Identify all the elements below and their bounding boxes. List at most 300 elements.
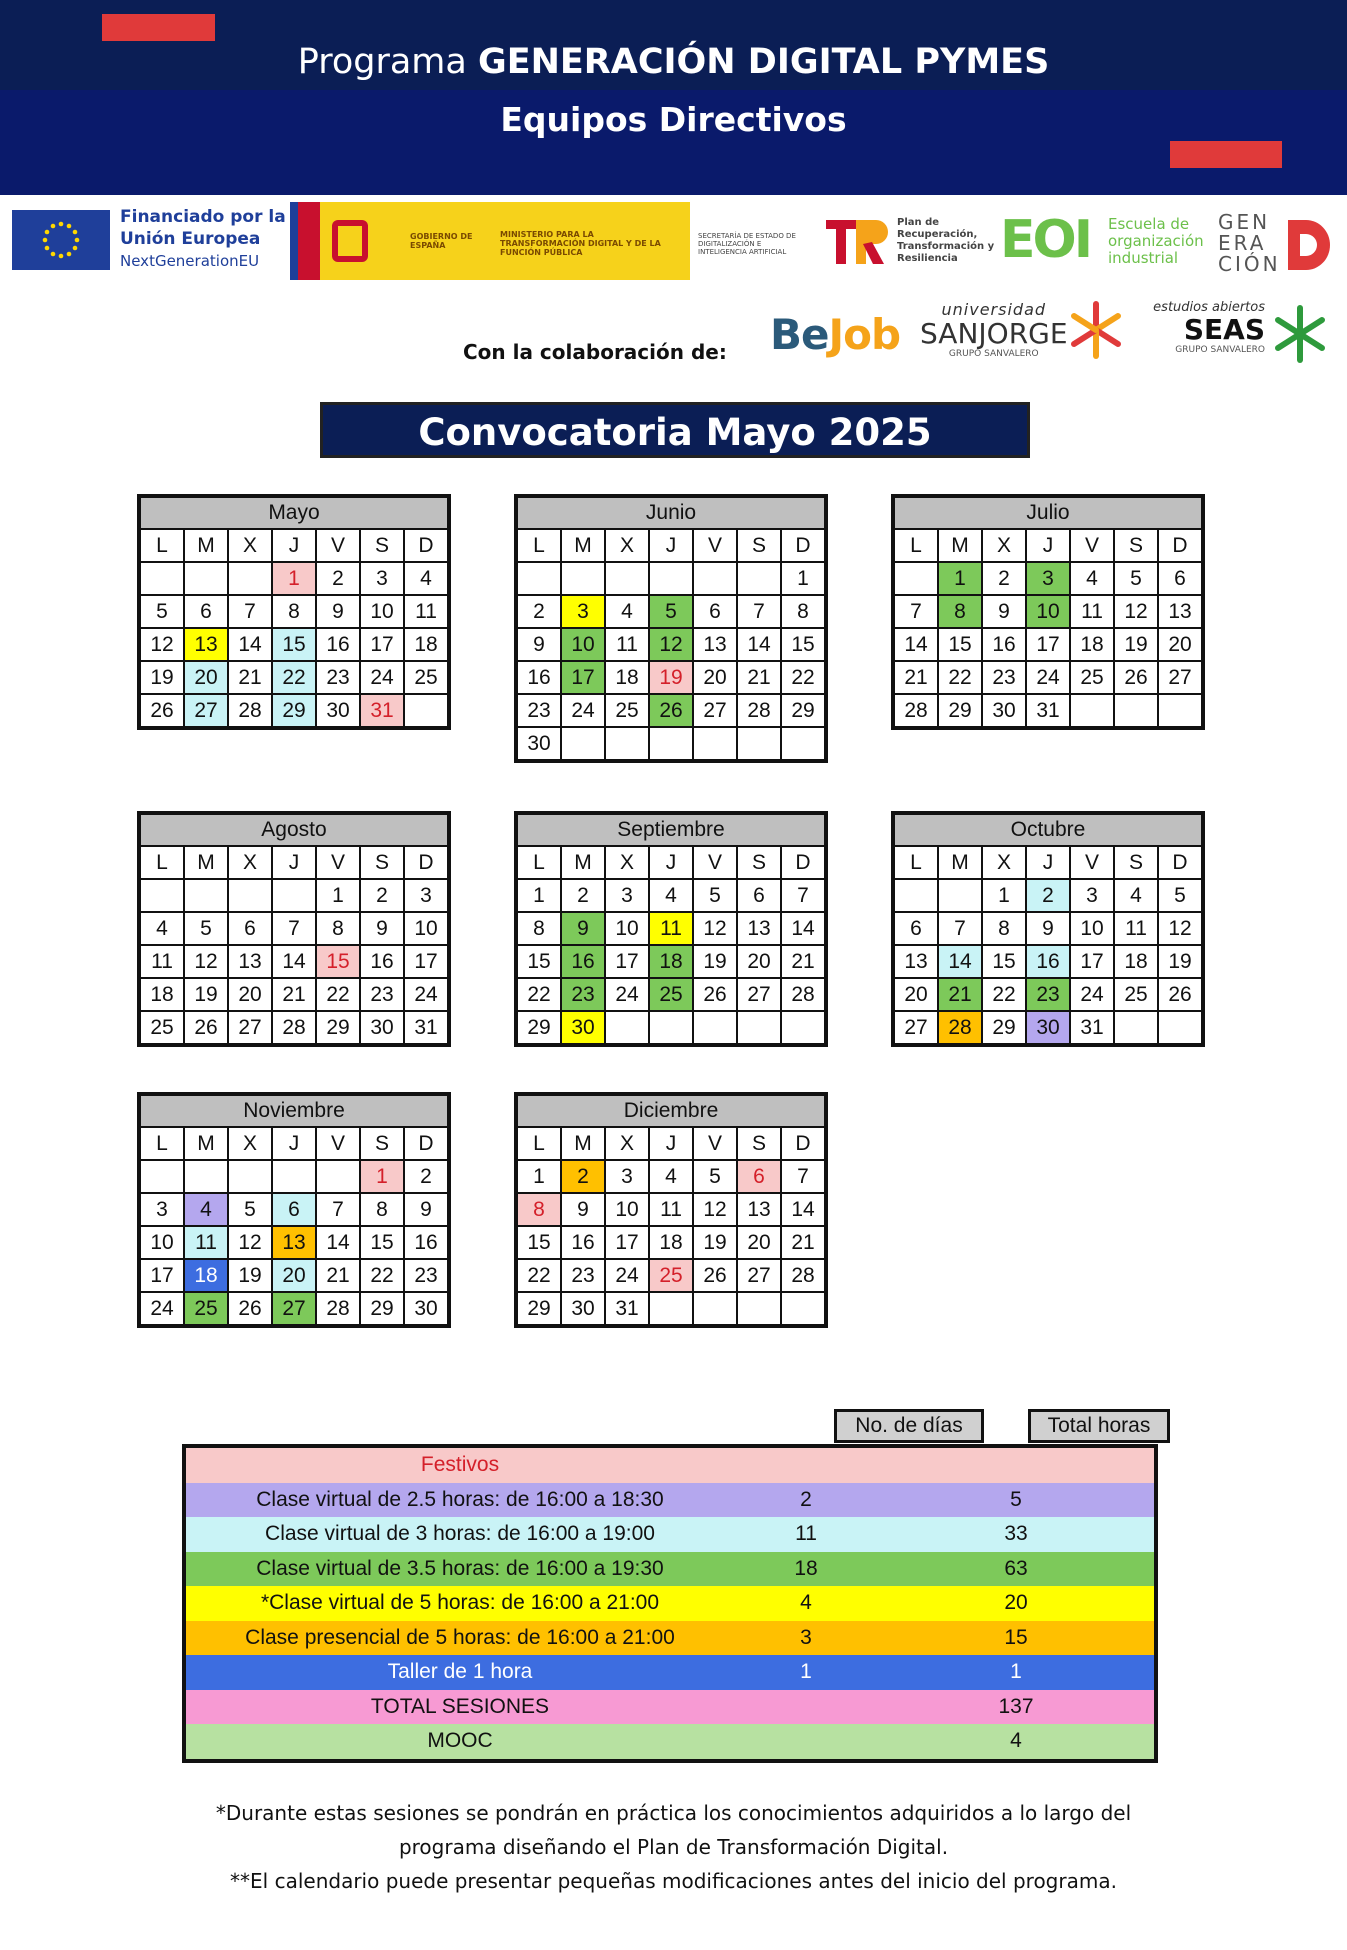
day-cell: 11: [605, 628, 649, 661]
day-cell: 22: [938, 661, 982, 694]
summary-hours: 4: [1010, 1729, 1022, 1753]
month-agosto: [137, 811, 451, 1047]
day-cell: 7: [316, 1193, 360, 1226]
day-cell: 25: [649, 1259, 693, 1292]
day-cell: 15: [316, 945, 360, 978]
empty-cell: [649, 1011, 693, 1045]
day-cell: 20: [1158, 628, 1203, 661]
day-cell: 7: [781, 1160, 826, 1193]
day-cell: 21: [781, 1226, 826, 1259]
day-cell: 10: [605, 1193, 649, 1226]
day-cell: 6: [228, 912, 272, 945]
day-cell: 25: [404, 661, 449, 694]
empty-cell: [605, 727, 649, 761]
day-cell: 13: [1158, 595, 1203, 628]
weekday-header: M: [561, 846, 605, 879]
month-name: Septiembre: [516, 813, 826, 846]
day-cell: 17: [605, 1226, 649, 1259]
day-cell: 18: [404, 628, 449, 661]
footnote-1: *Durante estas sesiones se pondrán en práctica los conocimientos adquiridos a lo largo del: [215, 1801, 1132, 1825]
day-cell: 4: [649, 1160, 693, 1193]
day-cell: 29: [516, 1011, 561, 1045]
empty-cell: [737, 1292, 781, 1326]
day-cell: 4: [184, 1193, 228, 1226]
summary-row: [184, 1483, 1156, 1518]
eu-flag-icon: [12, 210, 110, 270]
empty-cell: [649, 727, 693, 761]
month-julio: [891, 494, 1205, 730]
weekday-header: S: [1114, 846, 1158, 879]
day-cell: 27: [184, 694, 228, 728]
day-cell: 2: [1026, 879, 1070, 912]
day-cell: 22: [360, 1259, 404, 1292]
weekday-header: L: [139, 846, 184, 879]
summary-hours: [878, 1446, 1156, 1483]
seas-group: GRUPO SANVALERO: [1175, 345, 1265, 355]
red-accent-right: [1170, 141, 1282, 168]
day-cell: 22: [516, 1259, 561, 1292]
day-cell: 30: [561, 1011, 605, 1045]
day-cell: 7: [893, 595, 938, 628]
day-cell: 21: [938, 978, 982, 1011]
day-cell: 9: [404, 1193, 449, 1226]
day-cell: 12: [1114, 595, 1158, 628]
day-cell: 2: [360, 879, 404, 912]
day-cell: 18: [649, 1226, 693, 1259]
program-subtitle: Equipos Directivos: [500, 100, 847, 139]
day-cell: 18: [1070, 628, 1114, 661]
day-cell: 11: [649, 912, 693, 945]
summary-hours: 137: [998, 1694, 1034, 1718]
day-cell: 27: [272, 1292, 316, 1326]
day-cell: 1: [516, 879, 561, 912]
day-cell: 9: [316, 595, 360, 628]
usj-star-icon: [1068, 300, 1124, 360]
day-cell: 12: [184, 945, 228, 978]
day-cell: 20: [272, 1259, 316, 1292]
day-cell: 8: [516, 912, 561, 945]
summary-row: [184, 1724, 1156, 1761]
weekday-header: X: [982, 846, 1026, 879]
weekday-header: V: [693, 529, 737, 562]
day-cell: 17: [139, 1259, 184, 1292]
day-cell: 19: [139, 661, 184, 694]
day-cell: 27: [228, 1011, 272, 1045]
weekday-header: M: [184, 1127, 228, 1160]
day-cell: 4: [404, 562, 449, 595]
empty-cell: [1114, 694, 1158, 728]
empty-cell: [781, 727, 826, 761]
day-cell: 14: [893, 628, 938, 661]
empty-cell: [139, 1160, 184, 1193]
weekday-header: M: [561, 529, 605, 562]
day-cell: 5: [1114, 562, 1158, 595]
month-name: Noviembre: [139, 1094, 449, 1127]
day-cell: 11: [649, 1193, 693, 1226]
empty-cell: [893, 879, 938, 912]
month-name: Diciembre: [516, 1094, 826, 1127]
day-cell: 4: [1070, 562, 1114, 595]
summary-days: 4: [800, 1591, 812, 1615]
day-cell: 20: [737, 945, 781, 978]
day-cell: 6: [272, 1193, 316, 1226]
day-cell: 26: [184, 1011, 228, 1045]
day-cell: 6: [893, 912, 938, 945]
day-cell: 22: [516, 978, 561, 1011]
day-cell: 28: [316, 1292, 360, 1326]
summary-label: *Clase virtual de 5 horas: de 16:00 a 21:00: [260, 1591, 660, 1615]
day-cell: 3: [605, 879, 649, 912]
day-cell: 12: [649, 628, 693, 661]
weekday-header: V: [316, 529, 360, 562]
day-cell: 24: [360, 661, 404, 694]
day-cell: 30: [360, 1011, 404, 1045]
day-cell: 9: [360, 912, 404, 945]
summary-hours: 15: [1004, 1625, 1028, 1649]
day-cell: 23: [561, 1259, 605, 1292]
weekday-header: J: [649, 846, 693, 879]
day-cell: 5: [228, 1193, 272, 1226]
weekday-header: L: [139, 1127, 184, 1160]
weekday-header: V: [693, 1127, 737, 1160]
generacion-d-icon: [1284, 216, 1334, 274]
empty-cell: [184, 562, 228, 595]
day-cell: 27: [893, 1011, 938, 1045]
weekday-header: M: [184, 846, 228, 879]
day-cell: 27: [737, 978, 781, 1011]
day-cell: 24: [605, 1259, 649, 1292]
day-cell: 17: [1026, 628, 1070, 661]
day-cell: 24: [404, 978, 449, 1011]
summary-label: Clase virtual de 3 horas: de 16:00 a 19:00: [265, 1522, 655, 1546]
day-cell: 24: [561, 694, 605, 727]
empty-cell: [649, 562, 693, 595]
empty-cell: [561, 727, 605, 761]
gobierno-text: GOBIERNO DE ESPAÑA: [410, 232, 473, 250]
weekday-header: D: [781, 1127, 826, 1160]
day-cell: 9: [982, 595, 1026, 628]
day-cell: 3: [360, 562, 404, 595]
day-cell: 26: [139, 694, 184, 728]
day-cell: 25: [1114, 978, 1158, 1011]
day-cell: 19: [649, 661, 693, 694]
day-cell: 3: [404, 879, 449, 912]
day-cell: 15: [781, 628, 826, 661]
day-cell: 7: [228, 595, 272, 628]
weekday-header: M: [561, 1127, 605, 1160]
day-cell: 17: [404, 945, 449, 978]
day-cell: 9: [561, 912, 605, 945]
day-cell: 14: [228, 628, 272, 661]
summary-days: 18: [794, 1556, 818, 1580]
day-cell: 22: [781, 661, 826, 694]
summary-row: [184, 1621, 1156, 1656]
empty-cell: [516, 562, 561, 595]
day-cell: 25: [605, 694, 649, 727]
empty-cell: [228, 562, 272, 595]
usj-line1: universidad: [941, 300, 1047, 319]
day-cell: 10: [1070, 912, 1114, 945]
summary-row: [184, 1655, 1156, 1690]
day-cell: 14: [781, 912, 826, 945]
day-cell: 30: [1026, 1011, 1070, 1045]
weekday-header: V: [693, 846, 737, 879]
empty-cell: [272, 1160, 316, 1193]
day-cell: 27: [737, 1259, 781, 1292]
day-cell: 20: [893, 978, 938, 1011]
day-cell: 19: [693, 1226, 737, 1259]
convocatoria-title: Convocatoria Mayo 2025: [320, 402, 1030, 458]
weekday-header: V: [316, 846, 360, 879]
day-cell: 17: [1070, 945, 1114, 978]
day-cell: 9: [1026, 912, 1070, 945]
collab-label: Con la colaboración de:: [463, 340, 727, 364]
day-cell: 4: [1114, 879, 1158, 912]
day-cell: 7: [781, 879, 826, 912]
weekday-header: J: [649, 529, 693, 562]
day-cell: 12: [228, 1226, 272, 1259]
day-cell: 5: [139, 595, 184, 628]
day-cell: 28: [272, 1011, 316, 1045]
day-cell: 29: [781, 694, 826, 727]
summary-row: [184, 1552, 1156, 1587]
weekday-header: X: [605, 846, 649, 879]
day-cell: 12: [1158, 912, 1203, 945]
summary-days: 1: [800, 1660, 812, 1684]
weekday-header: X: [605, 1127, 649, 1160]
day-cell: 29: [982, 1011, 1026, 1045]
day-cell: 5: [693, 879, 737, 912]
day-cell: 15: [516, 945, 561, 978]
seas-line1: estudios abiertos: [1153, 300, 1265, 315]
weekday-header: L: [139, 529, 184, 562]
day-cell: 21: [781, 945, 826, 978]
weekday-header: D: [404, 1127, 449, 1160]
eu-funding-text: Financiado por la Unión Europea NextGenerationEU: [120, 207, 286, 270]
empty-cell: [781, 1292, 826, 1326]
summary-label: Clase virtual de 2.5 horas: de 16:00 a 18:30: [256, 1487, 664, 1511]
day-cell: 18: [605, 661, 649, 694]
day-cell: 25: [139, 1011, 184, 1045]
weekday-header: L: [516, 846, 561, 879]
day-cell: 28: [893, 694, 938, 728]
title-prefix: Programa: [297, 42, 467, 82]
usj-group: GRUPO SANVALERO: [948, 349, 1039, 359]
day-cell: 29: [272, 694, 316, 728]
eoi-logo: EOI: [1000, 210, 1091, 270]
day-cell: 20: [184, 661, 228, 694]
empty-cell: [693, 562, 737, 595]
empty-cell: [693, 727, 737, 761]
day-cell: 8: [360, 1193, 404, 1226]
day-cell: 26: [693, 1259, 737, 1292]
empty-cell: [561, 562, 605, 595]
summary-hours: 1: [1010, 1660, 1022, 1684]
day-cell: 16: [316, 628, 360, 661]
day-cell: 5: [649, 595, 693, 628]
plan-text: Plan de Recuperación, Transformación y Resiliencia: [897, 217, 995, 264]
summary-days: [734, 1446, 878, 1483]
weekday-header: M: [938, 529, 982, 562]
weekday-header: S: [1114, 529, 1158, 562]
day-cell: 23: [404, 1259, 449, 1292]
day-cell: 14: [737, 628, 781, 661]
weekday-header: L: [516, 529, 561, 562]
empty-cell: [938, 879, 982, 912]
day-cell: 30: [516, 727, 561, 761]
day-cell: 9: [561, 1193, 605, 1226]
day-cell: 6: [737, 879, 781, 912]
month-name: Julio: [893, 496, 1203, 529]
weekday-header: J: [1026, 529, 1070, 562]
day-cell: 22: [316, 978, 360, 1011]
weekday-header: M: [938, 846, 982, 879]
day-cell: 24: [1070, 978, 1114, 1011]
day-cell: 5: [184, 912, 228, 945]
red-accent-left: [102, 14, 215, 41]
weekday-header: S: [737, 846, 781, 879]
day-cell: 10: [561, 628, 605, 661]
day-cell: 16: [516, 661, 561, 694]
day-cell: 2: [982, 562, 1026, 595]
day-cell: 31: [1026, 694, 1070, 728]
day-cell: 31: [360, 694, 404, 728]
day-cell: 15: [272, 628, 316, 661]
day-cell: 18: [649, 945, 693, 978]
day-cell: 16: [1026, 945, 1070, 978]
footnote-3: **El calendario puede presentar pequeñas modificaciones antes del inicio del programa.: [230, 1869, 1117, 1893]
empty-cell: [693, 1011, 737, 1045]
summary-hours: 5: [1010, 1487, 1022, 1511]
day-cell: 26: [228, 1292, 272, 1326]
day-cell: 30: [404, 1292, 449, 1326]
day-cell: 9: [516, 628, 561, 661]
summary-row: [184, 1446, 1156, 1483]
day-cell: 6: [693, 595, 737, 628]
plan-recuperacion-icon: [820, 212, 890, 268]
day-cell: 18: [1114, 945, 1158, 978]
month-octubre: [891, 811, 1205, 1047]
day-cell: 6: [1158, 562, 1203, 595]
day-cell: 31: [1070, 1011, 1114, 1045]
empty-cell: [1158, 694, 1203, 728]
day-cell: 25: [649, 978, 693, 1011]
month-septiembre: [514, 811, 828, 1047]
weekday-header: J: [649, 1127, 693, 1160]
day-cell: 24: [605, 978, 649, 1011]
day-cell: 19: [228, 1259, 272, 1292]
empty-cell: [228, 1160, 272, 1193]
summary-days: [734, 1724, 878, 1761]
seas-name: SEAS: [1183, 313, 1265, 346]
weekday-header: M: [184, 529, 228, 562]
weekday-header: X: [228, 846, 272, 879]
spain-coat-icon: [290, 202, 380, 280]
day-cell: 14: [938, 945, 982, 978]
title-bold: GENERACIÓN DIGITAL PYMES: [477, 42, 1050, 82]
empty-cell: [893, 562, 938, 595]
day-cell: 29: [316, 1011, 360, 1045]
summary-days: 11: [795, 1522, 817, 1546]
empty-cell: [184, 879, 228, 912]
month-noviembre: [137, 1092, 451, 1328]
weekday-header: D: [1158, 846, 1203, 879]
day-cell: 17: [360, 628, 404, 661]
gobierno-logo: [290, 202, 690, 280]
day-cell: 8: [781, 595, 826, 628]
day-cell: 6: [184, 595, 228, 628]
weekday-header: L: [516, 1127, 561, 1160]
summary-days: 2: [800, 1487, 812, 1511]
weekday-header: V: [1070, 529, 1114, 562]
col-hours-header: Total horas: [1028, 1409, 1170, 1443]
day-cell: 15: [982, 945, 1026, 978]
ministerio-text: MINISTERIO PARA LA TRANSFORMACIÓN DIGITAL Y DE LA FUNCIÓN PÚBLICA: [500, 230, 661, 257]
weekday-header: J: [1026, 846, 1070, 879]
day-cell: 7: [272, 912, 316, 945]
day-cell: 30: [316, 694, 360, 728]
day-cell: 28: [781, 1259, 826, 1292]
day-cell: 15: [938, 628, 982, 661]
day-cell: 17: [561, 661, 605, 694]
day-cell: 13: [272, 1226, 316, 1259]
day-cell: 20: [228, 978, 272, 1011]
weekday-header: D: [1158, 529, 1203, 562]
day-cell: 29: [516, 1292, 561, 1326]
day-cell: 19: [1114, 628, 1158, 661]
day-cell: 24: [139, 1292, 184, 1326]
col-days-header: No. de días: [834, 1409, 984, 1443]
day-cell: 16: [561, 945, 605, 978]
day-cell: 13: [737, 1193, 781, 1226]
day-cell: 19: [1158, 945, 1203, 978]
day-cell: 27: [693, 694, 737, 727]
day-cell: 21: [893, 661, 938, 694]
summary-label: TOTAL SESIONES: [370, 1694, 550, 1718]
empty-cell: [316, 1160, 360, 1193]
day-cell: 16: [360, 945, 404, 978]
day-cell: 28: [781, 978, 826, 1011]
day-cell: 11: [184, 1226, 228, 1259]
day-cell: 23: [516, 694, 561, 727]
day-cell: 21: [737, 661, 781, 694]
day-cell: 14: [272, 945, 316, 978]
summary-hours: 33: [1004, 1522, 1028, 1546]
day-cell: 30: [982, 694, 1026, 728]
weekday-header: S: [360, 1127, 404, 1160]
weekday-header: V: [1070, 846, 1114, 879]
empty-cell: [737, 562, 781, 595]
usj-logo: [920, 300, 1068, 359]
day-cell: 21: [228, 661, 272, 694]
day-cell: 2: [561, 879, 605, 912]
day-cell: 12: [139, 628, 184, 661]
empty-cell: [228, 879, 272, 912]
day-cell: 4: [605, 595, 649, 628]
day-cell: 21: [316, 1259, 360, 1292]
empty-cell: [605, 562, 649, 595]
day-cell: 13: [737, 912, 781, 945]
usj-name: SANJORGE: [920, 317, 1068, 350]
day-cell: 3: [1070, 879, 1114, 912]
weekday-header: X: [982, 529, 1026, 562]
bejob-logo: BeJob: [770, 310, 901, 359]
day-cell: 29: [938, 694, 982, 728]
month-name: Junio: [516, 496, 826, 529]
day-cell: 23: [982, 661, 1026, 694]
weekday-header: V: [316, 1127, 360, 1160]
day-cell: 23: [360, 978, 404, 1011]
